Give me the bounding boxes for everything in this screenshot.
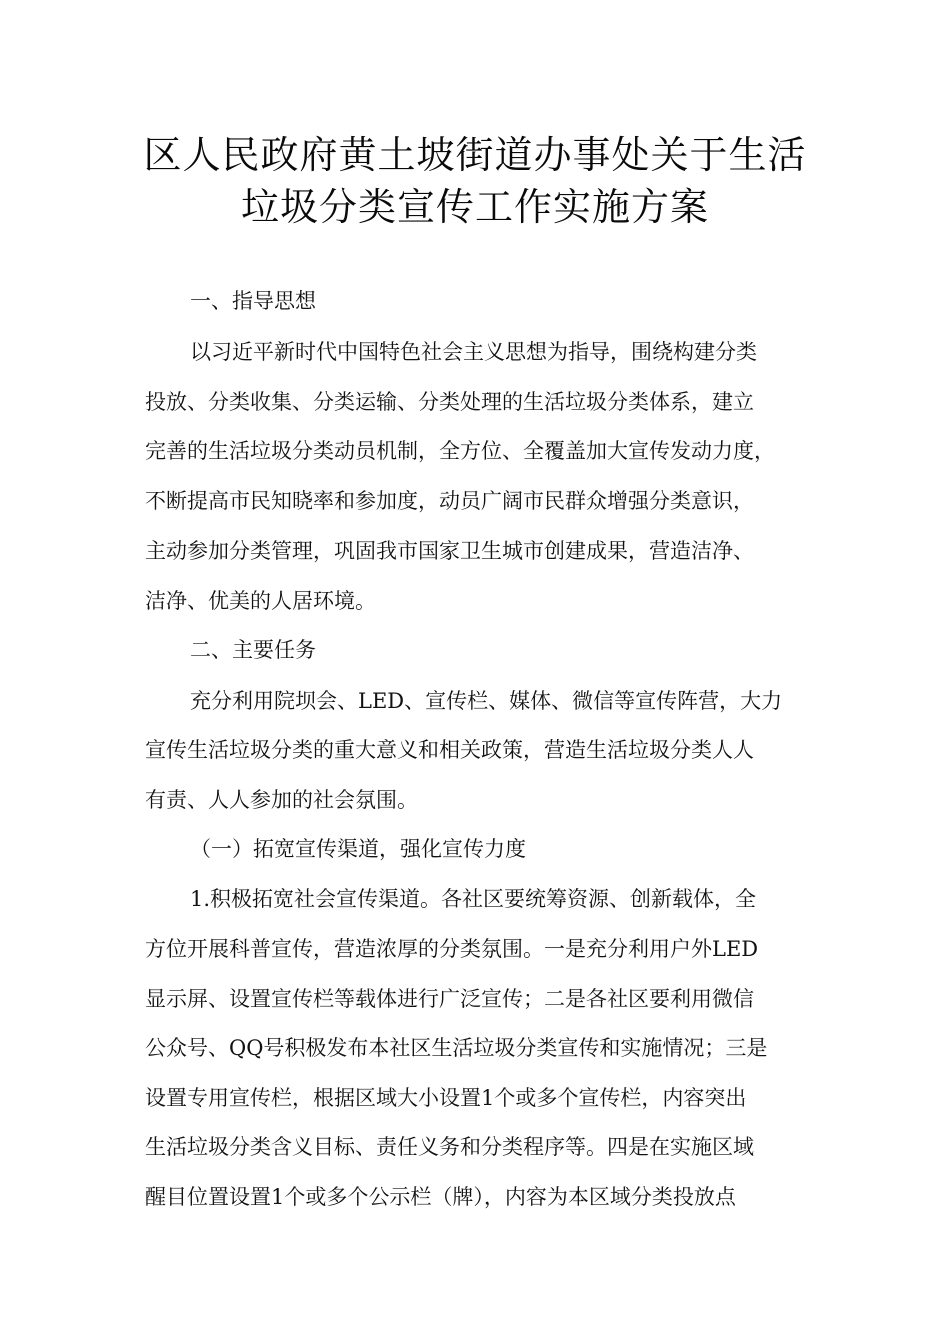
paragraph-line: 洁净、优美的人居环境。 xyxy=(145,589,376,613)
paragraph-line: 醒目位置设置1个或多个公示栏（牌），内容为本区域分类投放点 xyxy=(145,1185,736,1209)
section-heading-main-tasks: 二、主要任务 xyxy=(190,638,316,662)
paragraph-line: 1.积极拓宽社会宣传渠道。各社区要统筹资源、创新载体，全 xyxy=(190,887,757,911)
paragraph-line: 不断提高市民知晓率和参加度，动员广阔市民群众增强分类意识， xyxy=(145,489,754,513)
subsection-heading: （一）拓宽宣传渠道，强化宣传力度 xyxy=(190,837,526,861)
paragraph-line: 设置专用宣传栏，根据区域大小设置1个或多个宣传栏，内容突出 xyxy=(145,1086,747,1110)
document-title-line-1: 区人民政府黄土坡街道办事处关于生活 xyxy=(143,133,807,177)
document-title-line-2: 垃圾分类宣传工作实施方案 xyxy=(240,185,709,229)
paragraph-line: 以习近平新时代中国特色社会主义思想为指导，围绕构建分类 xyxy=(190,340,757,364)
paragraph-line: 公众号、QQ号积极发布本社区生活垃圾分类宣传和实施情况；三是 xyxy=(145,1036,768,1060)
paragraph-line: 有责、人人参加的社会氛围。 xyxy=(145,788,418,812)
paragraph-line: 方位开展科普宣传，营造浓厚的分类氛围。一是充分利用户外LED xyxy=(145,937,759,961)
paragraph-line: 完善的生活垃圾分类动员机制，全方位、全覆盖加大宣传发动力度， xyxy=(145,439,775,463)
paragraph-line: 投放、分类收集、分类运输、分类处理的生活垃圾分类体系，建立 xyxy=(145,390,754,414)
paragraph-line: 生活垃圾分类含义目标、责任义务和分类程序等。四是在实施区域 xyxy=(145,1135,754,1159)
paragraph-line: 显示屏、设置宣传栏等载体进行广泛宣传；二是各社区要利用微信 xyxy=(145,987,754,1011)
section-heading-guiding-ideology: 一、指导思想 xyxy=(190,289,316,313)
paragraph-line: 宣传生活垃圾分类的重大意义和相关政策，营造生活垃圾分类人人 xyxy=(145,738,754,762)
paragraph-line: 主动参加分类管理，巩固我市国家卫生城市创建成果，营造洁净、 xyxy=(145,539,754,563)
paragraph-line: 充分利用院坝会、LED、宣传栏、媒体、微信等宣传阵营，大力 xyxy=(190,689,783,713)
